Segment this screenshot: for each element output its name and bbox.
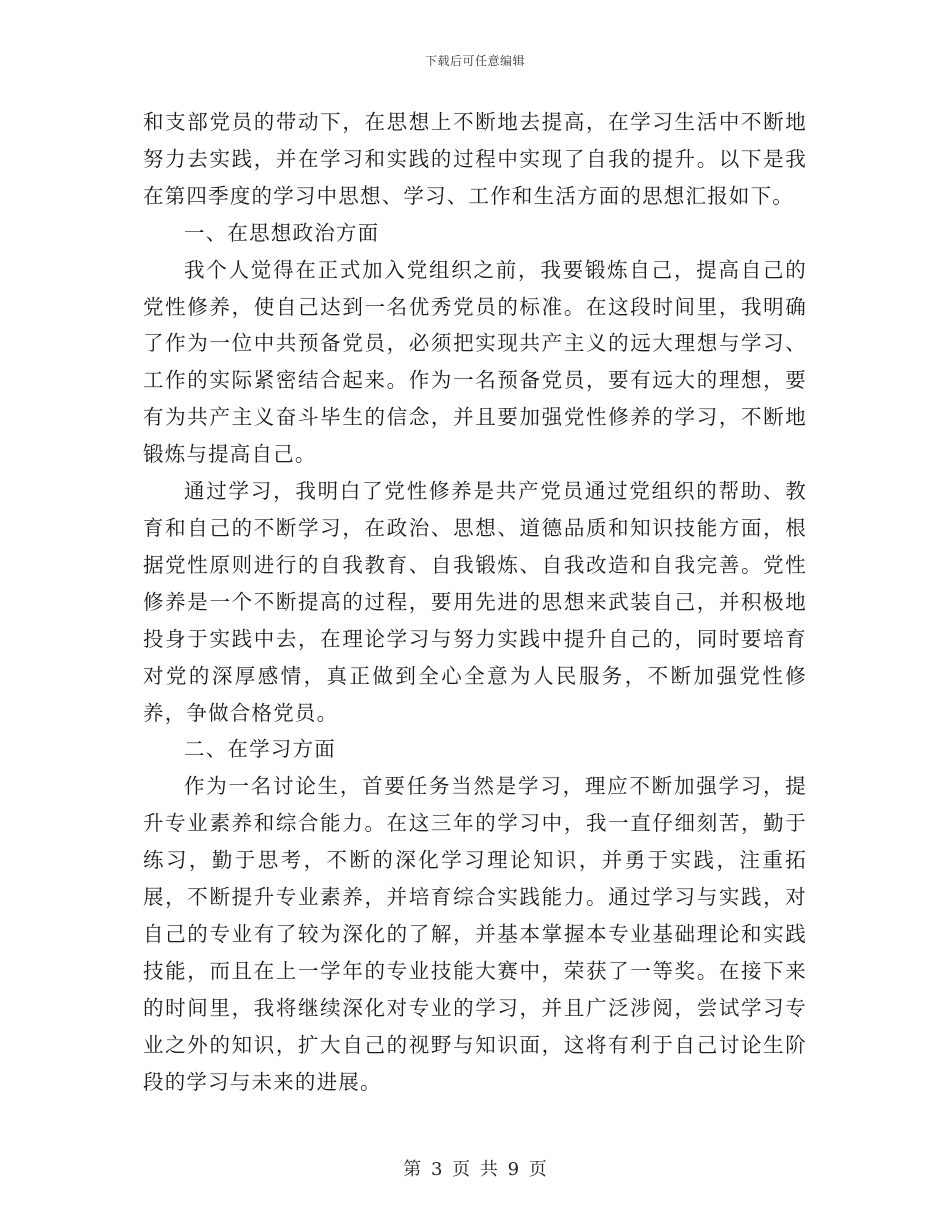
section-heading-study: 二、在学习方面 (184, 737, 336, 762)
paragraph-continuation: 和支部党员的带动下，在思想上不断地去提高，在学习生活中不断地努力去实践，并在学习和实践的过程中实现了自我的提升。以下是我在第四季度的学习中思想、学习、工作和生活方面的思想汇报如下。 (143, 110, 807, 208)
document-body (143, 104, 807, 1100)
page-header: 下载后可任意编辑 (424, 54, 525, 68)
paragraph-study: 作为一名讨论生，首要任务当然是学习，理应不断加强学习，提升专业素养和综合能力。在这三年的学习中，我一直仔细刻苦，勤于练习，勤于思考，不断的深化学习理论知识，并勇于实践，注重拓展，不断提升专业素养，并培育综合实践能力。通过学习与实践，对自己的专业有了较为深化的了解，并基本掌握本专业基础理论和实践技能，而且在上一学年的专业技能大赛中，荣获了一等奖。在接下来的时间里，我将继续深化对专业的学习，并且广泛涉阅，尝试学习专业之外的知识，扩大自己的视野与知识面，这将有利于自己讨论生阶段的学习与未来的进展。 (143, 774, 807, 1094)
paragraph-politics: 我个人觉得在正式加入党组织之前，我要锻炼自己，提高自己的党性修养，使自己达到一名优秀党员的标准。在这段时间里，我明确了作为一位中共预备党员，必须把实现共产主义的远大理想与学习、工作的实际紧密结合起来。作为一名预备党员，要有远大的理想，要有为共产主义奋斗毕生的信念，并且要加强党性修养的学习，不断地锻炼与提高自己。 (143, 257, 807, 467)
section-heading-politics: 一、在思想政治方面 (184, 220, 380, 245)
page-footer: 第 3 页 共 9 页 (403, 1159, 547, 1180)
paragraph-party-cultivation: 通过学习，我明白了党性修养是共产党员通过党组织的帮助、教育和自己的不断学习，在政治、思想、道德品质和知识技能方面，根据党性原则进行的自我教育、自我锻炼、自我改造和自我完善。党性修养是一个不断提高的过程，要用先进的思想来武装自己，并积极地投身于实践中去，在理论学习与努力实践中提升自己的，同时要培育对党的深厚感情，真正做到全心全意为人民服务，不断加强党性修养，争做合格党员。 (143, 479, 807, 725)
